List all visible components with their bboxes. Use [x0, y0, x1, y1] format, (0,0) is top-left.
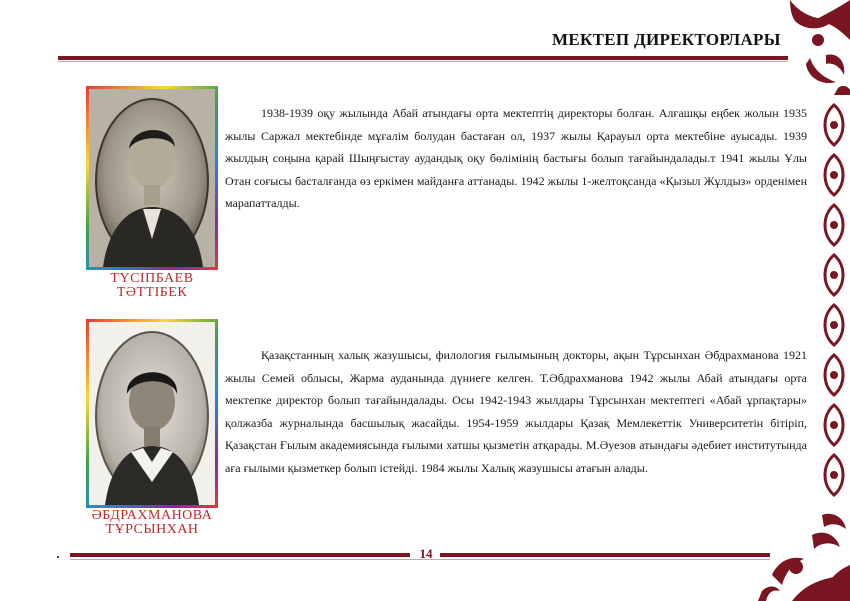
person-2-bio: Қазақстанның халық жазушысы, филология ғылымының докторы, ақын Тұрсынхан Әбдрахманова 1921 жылы Семей облысы, Жарма ауданында дүниеге келген. Т.Әбдрахманова 1942 жылы Абай атындағы орта мектепке директор болып тағайындалады. Осы 1942-1943 жылдары Тұрсынхан мектептегі «Абай ұрпақтары» қолжазба журналында басшылық жасайды. 1954-1959 жылдары Қазақ Мемлекеттік Университетін бітіріп, Қазақстан Ғылым академиясында ғылыми хатшы қызметін атқарады. М.Әуезов атындағы әдебиет институтында аға ғылыми қызметкер болып істейді. 1984 жылы Халық жазушысы атағын алады.	[225, 348, 807, 475]
header-divider-thin	[58, 61, 788, 62]
footer-divider-left	[70, 553, 410, 557]
header-divider	[58, 56, 788, 60]
footer-dot	[57, 556, 59, 558]
person-1-caption	[86, 272, 218, 300]
person-2-surname: ӘБДРАХМАНОВА	[91, 508, 213, 523]
side-ornament-strip-icon	[818, 100, 850, 500]
person-1-bio: 1938-1939 оқу жылында Абай атындағы орта мектептің директоры болған. Алғашқы еңбек жолын 1935 жылы Саржал мектебінде мұғалім болудан бастаған ол, 1937 жылы Қарауыл орта мектебіне ауысады. 1939 жылдың соңына қарай Шыңғыстау аудандық оқу бөлімінің бастығы болып тағайындалады.т 1941 жылы Ұлы Отан соғысы басталғанда өз еркімен майданға аттанады. 1942 жылы 1-желтоқсанда «Қызыл Жұлдыз» орденімен марапатталды.	[225, 106, 807, 210]
page-title: МЕКТЕП ДИРЕКТОРЛАРЫ	[552, 30, 781, 49]
footer-divider-right	[440, 553, 770, 557]
person-1-given-name: ТӘТТІБЕК	[116, 285, 188, 300]
portrait-photo-1	[86, 86, 218, 270]
person-1-surname: ТҮСІПБАЕВ	[110, 271, 194, 286]
person-2-given-name: ТҰРСЫНХАН	[105, 522, 199, 537]
person-2-caption	[76, 509, 228, 537]
page-number: 14	[419, 546, 433, 561]
portrait-photo-2	[86, 319, 218, 508]
